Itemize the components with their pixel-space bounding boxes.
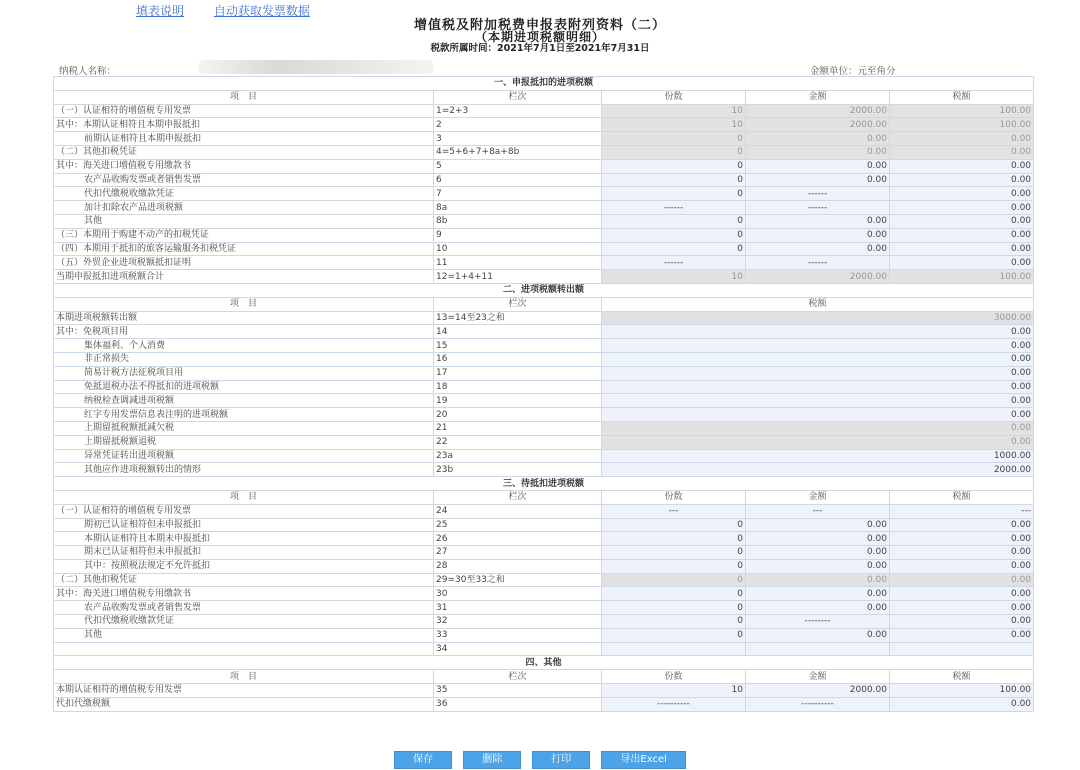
row-shuie-cell[interactable]: 0.00 (602, 380, 1034, 394)
section-header-row (54, 656, 1034, 670)
row-lanci: 5 (434, 159, 602, 173)
row-fenshu-cell[interactable]: 10 (602, 684, 746, 698)
row-lanci: 35 (434, 684, 602, 698)
row-item-name: 期末已认证相符但未申报抵扣 (54, 546, 434, 560)
row-jine-cell: ------ (746, 256, 890, 270)
row-lanci: 11 (434, 256, 602, 270)
table-row (54, 518, 1034, 532)
row-shuie-cell[interactable]: 0.00 (602, 325, 1034, 339)
fill-instructions-link[interactable]: 填表说明 (136, 4, 185, 18)
row-item-name: （三）本期用于购建不动产的扣税凭证 (54, 228, 434, 242)
header-shuie: 税额 (890, 670, 1034, 684)
header-jine: 金额 (746, 90, 890, 104)
header-item: 项 目 (54, 490, 434, 504)
attachment-table (53, 76, 1034, 712)
row-fenshu-cell[interactable]: 0 (602, 601, 746, 615)
header-jine: 金额 (746, 490, 890, 504)
row-jine-cell: 2000.00 (746, 270, 890, 284)
tax-period: 税款所属时间：2021年7月1日至2021年7月31日 (430, 43, 650, 54)
row-fenshu-cell: 0 (602, 573, 746, 587)
row-shuie-cell: 0.00 (890, 132, 1034, 146)
row-lanci: 25 (434, 518, 602, 532)
row-jine-cell: 2000.00 (746, 104, 890, 118)
row-jine-cell: 2000.00 (746, 118, 890, 132)
table-row (54, 435, 1034, 449)
row-lanci: 24 (434, 504, 602, 518)
row-lanci: 1=2+3 (434, 104, 602, 118)
page-subtitle: （本期进项税额明细） (474, 30, 605, 44)
row-item-name: 其他 (54, 214, 434, 228)
row-lanci: 14 (434, 325, 602, 339)
row-jine-cell: ------ (746, 187, 890, 201)
row-shuie-cell: 0.00 (890, 573, 1034, 587)
header-lanci: 栏次 (434, 670, 602, 684)
row-jine-cell[interactable]: 0.00 (746, 532, 890, 546)
header-fenshu: 份数 (602, 90, 746, 104)
header-fenshu: 份数 (602, 670, 746, 684)
header-shuie: 税额 (602, 297, 1034, 311)
table-row (54, 601, 1034, 615)
row-shuie-cell: 100.00 (890, 118, 1034, 132)
taxpayer-name-label: 纳税人名称： (59, 66, 117, 77)
row-fenshu-cell: --- (602, 504, 746, 518)
row-item-name: 期初已认证相符但未申报抵扣 (54, 518, 434, 532)
row-fenshu-cell: 10 (602, 270, 746, 284)
row-shuie-cell[interactable]: 0.00 (890, 173, 1034, 187)
row-lanci: 8a (434, 201, 602, 215)
row-shuie-cell[interactable]: 0.00 (602, 352, 1034, 366)
row-item-name: 代扣代缴税收缴款凭证 (54, 615, 434, 629)
row-fenshu-cell[interactable]: 0 (602, 214, 746, 228)
row-lanci: 29=30至33之和 (434, 573, 602, 587)
row-item-name: （一）认证相符的增值税专用发票 (54, 504, 434, 518)
row-item-name: 本期认证相符且本期未申报抵扣 (54, 532, 434, 546)
row-jine-cell[interactable]: 0.00 (746, 173, 890, 187)
save-button[interactable]: 保存 (394, 751, 452, 769)
row-fenshu-cell[interactable] (602, 642, 746, 656)
table-row (54, 228, 1034, 242)
row-jine-cell[interactable]: 0.00 (746, 228, 890, 242)
row-shuie-cell: 100.00 (890, 104, 1034, 118)
column-header-row (54, 670, 1034, 684)
row-item-name: 代扣代缴税额 (54, 697, 434, 711)
row-lanci: 4=5+6+7+8a+8b (434, 145, 602, 159)
table-row (54, 684, 1034, 698)
row-lanci: 26 (434, 532, 602, 546)
row-shuie-cell[interactable]: 0.00 (890, 242, 1034, 256)
row-shuie-cell[interactable]: 0.00 (890, 518, 1034, 532)
table-row (54, 615, 1034, 629)
row-shuie-cell[interactable]: 0.00 (890, 187, 1034, 201)
section-title: 二、进项税额转出额 (54, 283, 1034, 297)
row-fenshu-cell[interactable]: 0 (602, 587, 746, 601)
row-lanci: 17 (434, 366, 602, 380)
row-lanci: 30 (434, 587, 602, 601)
table-row (54, 628, 1034, 642)
row-jine-cell: 0.00 (746, 573, 890, 587)
row-shuie-cell: 0.00 (890, 145, 1034, 159)
row-fenshu-cell[interactable]: 0 (602, 532, 746, 546)
row-item-name: （四）本期用于抵扣的旅客运输服务扣税凭证 (54, 242, 434, 256)
row-lanci: 21 (434, 421, 602, 435)
row-lanci: 9 (434, 228, 602, 242)
table-row (54, 270, 1034, 284)
row-lanci: 13=14至23之和 (434, 311, 602, 325)
table-row (54, 339, 1034, 353)
table-row (54, 587, 1034, 601)
row-lanci: 2 (434, 118, 602, 132)
export-excel-button[interactable]: 导出Excel (601, 751, 686, 769)
row-shuie-cell: 100.00 (890, 270, 1034, 284)
section-title: 四、其他 (54, 656, 1034, 670)
row-shuie-cell[interactable]: 0.00 (890, 201, 1034, 215)
row-lanci: 15 (434, 339, 602, 353)
table-row (54, 532, 1034, 546)
row-item-name: 其中：海关进口增值税专用缴款书 (54, 159, 434, 173)
row-jine-cell[interactable]: 0.00 (746, 518, 890, 532)
row-lanci: 22 (434, 435, 602, 449)
row-shuie-cell[interactable]: --- (890, 504, 1034, 518)
table-row (54, 256, 1034, 270)
row-shuie-cell[interactable]: 0.00 (890, 587, 1034, 601)
row-jine-cell[interactable]: 0.00 (746, 214, 890, 228)
table-row (54, 504, 1034, 518)
row-item-name: 加计扣除农产品进项税额 (54, 201, 434, 215)
row-shuie-cell[interactable]: 0.00 (602, 394, 1034, 408)
action-bar (0, 747, 1080, 769)
row-lanci: 3 (434, 132, 602, 146)
row-jine-cell[interactable]: 0.00 (746, 628, 890, 642)
row-fenshu-cell: 0 (602, 132, 746, 146)
table-row (54, 187, 1034, 201)
column-header-row (54, 490, 1034, 504)
table-row (54, 421, 1034, 435)
table-row (54, 132, 1034, 146)
auto-fetch-invoice-link[interactable]: 自动获取发票数据 (213, 4, 310, 18)
row-item-name: 其他 (54, 628, 434, 642)
delete-button[interactable]: 删除 (463, 751, 521, 769)
header-fenshu: 份数 (602, 490, 746, 504)
row-jine-cell: ---------- (746, 697, 890, 711)
header-lanci: 栏次 (434, 297, 602, 311)
row-shuie-cell[interactable]: 100.00 (890, 684, 1034, 698)
row-shuie-cell[interactable]: 0.00 (890, 228, 1034, 242)
row-fenshu-cell[interactable]: 0 (602, 159, 746, 173)
row-shuie-cell[interactable]: 2000.00 (602, 463, 1034, 477)
column-header-row (54, 90, 1034, 104)
row-shuie-cell[interactable]: 1000.00 (602, 449, 1034, 463)
row-item-name: 红字专用发票信息表注明的进项税额 (54, 408, 434, 422)
row-shuie-cell[interactable]: 0.00 (890, 601, 1034, 615)
row-jine-cell[interactable]: 0.00 (746, 587, 890, 601)
row-lanci: 19 (434, 394, 602, 408)
row-fenshu-cell: ------ (602, 256, 746, 270)
row-shuie-cell[interactable]: 0.00 (890, 214, 1034, 228)
amount-unit-label: 金额单位：元至角分 (810, 66, 896, 77)
row-lanci: 33 (434, 628, 602, 642)
row-item-name: 纳税检查调减进项税额 (54, 394, 434, 408)
header-item: 项 目 (54, 670, 434, 684)
row-jine-cell[interactable]: 2000.00 (746, 684, 890, 698)
row-shuie-cell[interactable] (890, 642, 1034, 656)
table-row (54, 697, 1034, 711)
row-lanci: 34 (434, 642, 602, 656)
row-shuie-cell[interactable]: 0.00 (602, 339, 1034, 353)
row-item-name: 当期申报抵扣进项税额合计 (54, 270, 434, 284)
row-shuie-cell[interactable]: 0.00 (890, 159, 1034, 173)
row-lanci: 7 (434, 187, 602, 201)
row-shuie-cell[interactable]: 0.00 (890, 532, 1034, 546)
row-item-name: （二）其他扣税凭证 (54, 573, 434, 587)
row-fenshu-cell[interactable]: 0 (602, 228, 746, 242)
row-jine-cell: ------ (746, 201, 890, 215)
row-lanci: 27 (434, 546, 602, 560)
row-fenshu-cell[interactable]: 0 (602, 173, 746, 187)
table-row (54, 394, 1034, 408)
row-lanci: 6 (434, 173, 602, 187)
table-row (54, 559, 1034, 573)
row-shuie-cell: 3000.00 (602, 311, 1034, 325)
row-shuie-cell: 0.00 (602, 421, 1034, 435)
row-fenshu-cell: ---------- (602, 697, 746, 711)
row-item-name: 本期进项税额转出额 (54, 311, 434, 325)
page-title: 增值税及附加税费申报表附列资料（二） (413, 18, 666, 33)
column-header-row (54, 297, 1034, 311)
header-item: 项 目 (54, 297, 434, 311)
row-item-name: 异常凭证转出进项税额 (54, 449, 434, 463)
row-jine-cell: 0.00 (746, 132, 890, 146)
header-lanci: 栏次 (434, 90, 602, 104)
row-lanci: 32 (434, 615, 602, 629)
row-item-name: 其他应作进项税额转出的情形 (54, 463, 434, 477)
row-shuie-cell: 0.00 (602, 435, 1034, 449)
row-item-name: （二）其他扣税凭证 (54, 145, 434, 159)
row-item-name: 其中：按照税法规定不允许抵扣 (54, 559, 434, 573)
row-fenshu-cell[interactable]: 0 (602, 615, 746, 629)
section-header-row (54, 283, 1034, 297)
table-row (54, 380, 1034, 394)
row-fenshu-cell[interactable]: 0 (602, 242, 746, 256)
row-jine-cell[interactable]: 0.00 (746, 159, 890, 173)
table-row (54, 159, 1034, 173)
table-row (54, 214, 1034, 228)
row-item-name (54, 642, 434, 656)
row-item-name: 农产品收购发票或者销售发票 (54, 601, 434, 615)
row-fenshu-cell[interactable]: 0 (602, 546, 746, 560)
row-fenshu-cell: 10 (602, 118, 746, 132)
table-row (54, 173, 1034, 187)
row-item-name: 非正常损失 (54, 352, 434, 366)
row-lanci: 36 (434, 697, 602, 711)
print-button[interactable]: 打印 (532, 751, 590, 769)
row-shuie-cell[interactable]: 0.00 (890, 256, 1034, 270)
row-jine-cell[interactable]: 0.00 (746, 601, 890, 615)
row-shuie-cell[interactable]: 0.00 (890, 559, 1034, 573)
table-row (54, 242, 1034, 256)
table-row (54, 352, 1034, 366)
row-fenshu-cell: ------ (602, 201, 746, 215)
row-item-name: 本期认证相符的增值税专用发票 (54, 684, 434, 698)
row-lanci: 8b (434, 214, 602, 228)
row-lanci: 12=1+4+11 (434, 270, 602, 284)
section-title: 三、待抵扣进项税额 (54, 477, 1034, 491)
row-lanci: 23b (434, 463, 602, 477)
table-row (54, 201, 1034, 215)
header-jine: 金额 (746, 670, 890, 684)
row-lanci: 23a (434, 449, 602, 463)
section-header-row (54, 77, 1034, 91)
row-item-name: 前期认证相符且本期申报抵扣 (54, 132, 434, 146)
row-fenshu-cell[interactable]: 0 (602, 187, 746, 201)
row-item-name: 上期留抵税额退税 (54, 435, 434, 449)
header-item: 项 目 (54, 90, 434, 104)
row-item-name: 其中：本期认证相符且本期申报抵扣 (54, 118, 434, 132)
row-item-name: 简易计税方法征税项目用 (54, 366, 434, 380)
table-row (54, 366, 1034, 380)
header-shuie: 税额 (890, 90, 1034, 104)
row-fenshu-cell[interactable]: 0 (602, 518, 746, 532)
row-fenshu-cell[interactable]: 0 (602, 628, 746, 642)
table-row (54, 463, 1034, 477)
section-title: 一、申报抵扣的进项税额 (54, 77, 1034, 91)
row-shuie-cell[interactable]: 0.00 (890, 697, 1034, 711)
table-row (54, 104, 1034, 118)
row-jine-cell: -------- (746, 615, 890, 629)
row-shuie-cell[interactable]: 0.00 (890, 546, 1034, 560)
table-row (54, 573, 1034, 587)
row-fenshu-cell: 10 (602, 104, 746, 118)
row-lanci: 28 (434, 559, 602, 573)
header-lanci: 栏次 (434, 490, 602, 504)
row-item-name: 上期留抵税额抵减欠税 (54, 421, 434, 435)
row-shuie-cell[interactable]: 0.00 (890, 628, 1034, 642)
table-row (54, 325, 1034, 339)
row-fenshu-cell[interactable]: 0 (602, 559, 746, 573)
row-shuie-cell[interactable]: 0.00 (602, 408, 1034, 422)
row-lanci: 20 (434, 408, 602, 422)
row-item-name: 免抵退税办法不得抵扣的进项税额 (54, 380, 434, 394)
row-item-name: 其中：海关进口增值税专用缴款书 (54, 587, 434, 601)
row-item-name: 集体福利、个人消费 (54, 339, 434, 353)
table-row (54, 642, 1034, 656)
row-lanci: 16 (434, 352, 602, 366)
table-row (54, 118, 1034, 132)
row-shuie-cell[interactable]: 0.00 (890, 615, 1034, 629)
row-jine-cell[interactable]: 0.00 (746, 546, 890, 560)
row-jine-cell: 0.00 (746, 145, 890, 159)
taxpayer-name-redacted (198, 60, 434, 74)
row-item-name: （五）外贸企业进项税额抵扣证明 (54, 256, 434, 270)
table-row (54, 408, 1034, 422)
row-item-name: 代扣代缴税收缴款凭证 (54, 187, 434, 201)
row-item-name: 其中：免税项目用 (54, 325, 434, 339)
row-lanci: 10 (434, 242, 602, 256)
row-shuie-cell[interactable]: 0.00 (602, 366, 1034, 380)
row-jine-cell[interactable]: 0.00 (746, 242, 890, 256)
table-row (54, 546, 1034, 560)
table-row (54, 145, 1034, 159)
row-fenshu-cell: 0 (602, 145, 746, 159)
row-jine-cell[interactable] (746, 642, 890, 656)
row-item-name: （一）认证相符的增值税专用发票 (54, 104, 434, 118)
row-lanci: 31 (434, 601, 602, 615)
header-shuie: 税额 (890, 490, 1034, 504)
section-header-row (54, 477, 1034, 491)
row-item-name: 农产品收购发票或者销售发票 (54, 173, 434, 187)
row-lanci: 18 (434, 380, 602, 394)
row-jine-cell[interactable]: 0.00 (746, 559, 890, 573)
table-row (54, 449, 1034, 463)
table-row (54, 311, 1034, 325)
row-jine-cell: --- (746, 504, 890, 518)
